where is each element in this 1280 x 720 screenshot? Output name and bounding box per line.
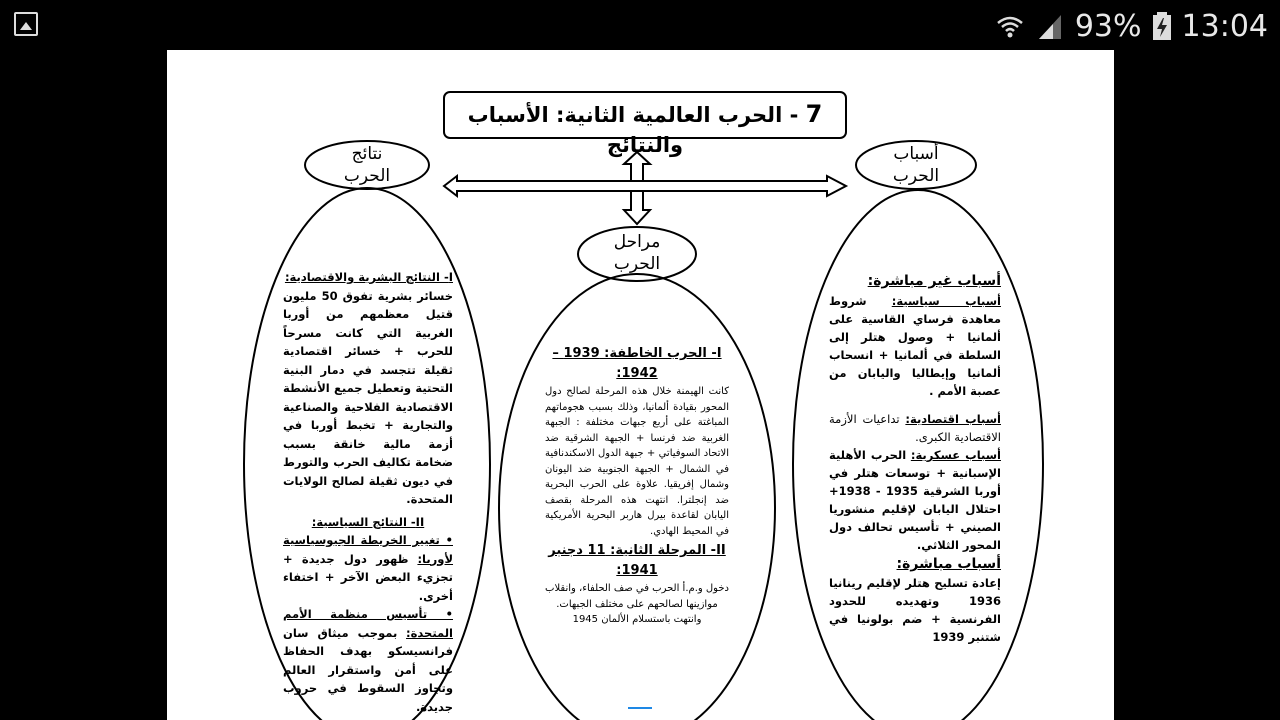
phase2-text: دخول و.م.أ الحرب في صف الحلفاء، وانقلاب موازينها لصالحهم على مختلف الجبهات. وانتهت باستسلام الألمان 1945 bbox=[545, 583, 729, 625]
geo-results bbox=[283, 531, 453, 605]
military-causes-label: أسباب عسكرية: bbox=[910, 448, 1001, 462]
phases-bubble-label bbox=[587, 231, 687, 275]
human-econ-title: I- النتائج البشرية والاقتصادية: bbox=[284, 270, 453, 284]
geo-results-label: • تغيير الخريطة الجيوسياسية لأوربا: bbox=[283, 533, 454, 566]
direct-causes-title: أسباب مباشرة: bbox=[896, 556, 1001, 572]
double-arrow bbox=[444, 176, 846, 196]
arrow-down bbox=[624, 191, 650, 224]
results-label-line2: الحرب bbox=[343, 166, 391, 186]
diagram-title bbox=[452, 99, 838, 160]
document-page bbox=[167, 50, 1114, 720]
clock: 13:04 bbox=[1181, 8, 1268, 44]
results-label-line1: نتائج bbox=[351, 144, 383, 164]
results-bubble-label bbox=[317, 143, 417, 187]
causes-label-line1: أسباب bbox=[893, 144, 939, 164]
title-text: - الحرب العالمية الثانية: الأسباب والنتائج bbox=[467, 103, 799, 157]
phase2-title: II- المرحلة الثانية: 11 دجنبر 1941: bbox=[548, 543, 726, 578]
direct-causes-text: إعادة تسليح هتلر لإقليم رينانيا 1936 وتهديده للحدود الفرنسية + ضم بولونيا في شتنبر 1939 bbox=[829, 576, 1001, 644]
un-results-text: بموجب ميثاق سان فرانسيسكو بهدف الحفاظ على أمن واستقرار العالم وتجاوز السقوط في حروب جديدة. bbox=[283, 625, 453, 714]
battery-percent: 93% bbox=[1074, 8, 1142, 44]
wifi-icon bbox=[995, 11, 1025, 41]
battery-charging-icon bbox=[1152, 11, 1172, 41]
status-bar-right bbox=[995, 6, 1268, 46]
status-bar bbox=[0, 0, 1280, 50]
title-number: 7 bbox=[805, 100, 823, 128]
un-results bbox=[283, 605, 453, 716]
political-causes-text: شروط معاهدة فرساي القاسية على ألمانيا + وصول هتلر إلى السلطة في ألمانيا + انسحاب ألمانيا وإيطاليا واليابان من عصبة الأمم . bbox=[829, 294, 1001, 398]
political-causes bbox=[829, 292, 1001, 400]
economic-causes-text: تداعيات الأزمة الاقتصادية الكبرى. bbox=[829, 412, 1001, 444]
gallery-icon[interactable] bbox=[14, 12, 38, 36]
phases-label-line2: الحرب bbox=[613, 254, 661, 274]
military-causes-text: الحرب الأهلية الإسبانية + توسعات هتلر في أوربا الشرقية 1935 - 1938+ احتلال اليابان لإقليم منشوريا الصيني + تأسيس تحالف دول المحور الثلاثي. bbox=[829, 448, 1001, 552]
human-econ-text: خسائر بشرية تفوق 50 مليون قتيل معظمهم من أوربا الغربية التي كانت مسرحاً للحرب + خسائر اقتصادية ثقيلة تتجسد في دمار البنية التحتية وتعطيل جميع الأنشطة الاقتصادية الفلاحية والصناعية والتجارية + تخبط أوربا في أزمة مالية خانقة بسبب ضخامة تكاليف الحرب والتورط في ديون ثقيلة لصالح الولايات المتحدة. bbox=[283, 288, 453, 506]
phases-label-line1: مراحل bbox=[613, 232, 661, 252]
military-causes bbox=[829, 446, 1001, 554]
causes-label-line2: الحرب bbox=[892, 166, 940, 186]
political-results-title: II- النتائج السياسية: bbox=[311, 514, 425, 529]
un-results-label: • تأسيس منظمة الأمم المتحدة: bbox=[283, 607, 453, 640]
phase1-text: كانت الهيمنة خلال هذه المرحلة لصالح دول المحور بقيادة ألمانيا، وذلك بسبب هجوماتهم المباغتة على أربع جبهات مختلفة : الجبهة الغربية ضد فرنسا + الجبهة الشرقية ضد الاتحاد السوفياتي + جبهة الدول الاسكندنافية في الشمال + الجبهة الجنوبية ضد اليونان وشمال إفريقيا. علاوة على الحرب البحرية ضد إنجلترا. انتهت هذه المرحلة بقصف اليابان لقاعدة بيرل هاربر البحرية الأمريكية في المحيط الهادي. bbox=[545, 386, 729, 537]
economic-causes bbox=[829, 410, 1001, 446]
page-indicator bbox=[628, 707, 652, 709]
economic-causes-label: أسباب اقتصادية: bbox=[905, 412, 1001, 426]
causes-bubble-label bbox=[866, 143, 966, 187]
political-causes-label: أسباب سياسية: bbox=[891, 294, 1001, 308]
phases-content bbox=[545, 344, 729, 628]
geo-results-text: ظهور دول جديدة + تجزيء البعض الآخر + اختفاء أخرى. bbox=[283, 551, 453, 603]
signal-icon bbox=[1035, 11, 1065, 41]
indirect-causes-title: أسباب غير مباشرة: bbox=[867, 273, 1001, 289]
causes-content bbox=[829, 270, 1001, 646]
results-content bbox=[283, 268, 453, 716]
phase1-title: I- الحرب الخاطفة: 1939 – 1942: bbox=[552, 346, 722, 381]
